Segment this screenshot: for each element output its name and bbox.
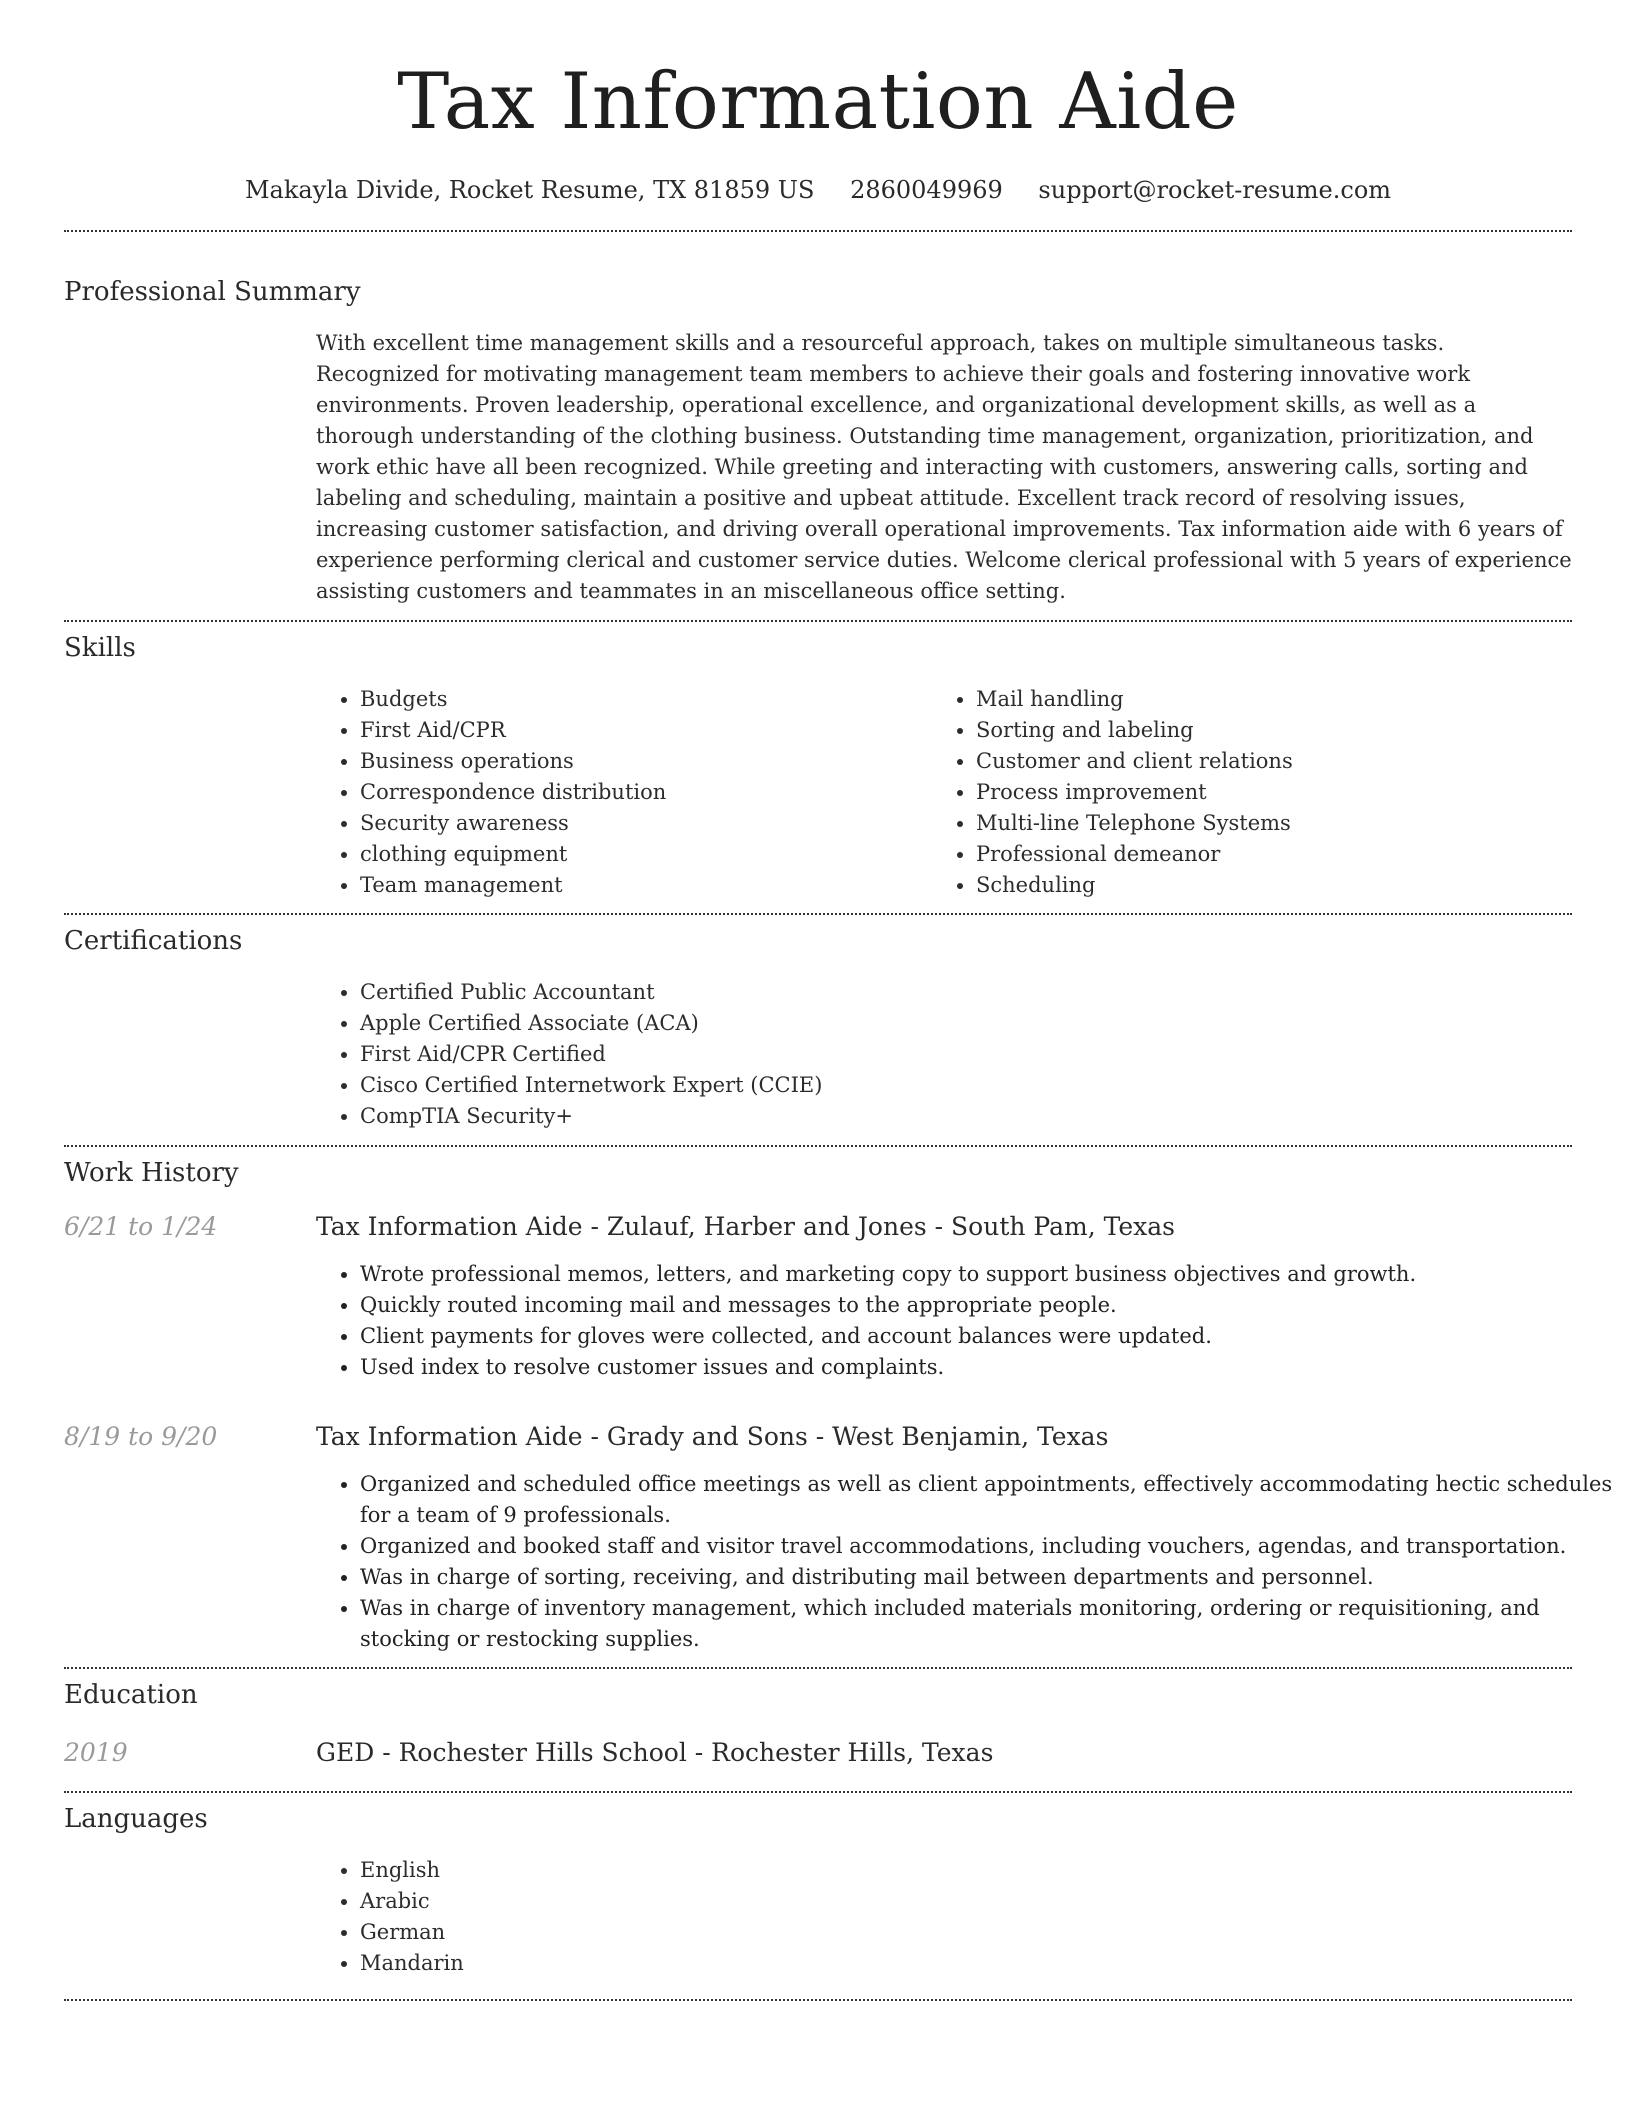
job-bullet: • Client payments for gloves were collected, and account balances were updated. xyxy=(360,1321,1616,1352)
certification-item: • First Aid/CPR Certified xyxy=(360,1039,1572,1070)
job-header xyxy=(64,1211,1572,1243)
job-bullet: • Organized and scheduled office meetings as well as client appointments, effectively accommodating hectic schedules for a team of 9 professionals. xyxy=(360,1469,1616,1531)
skills-column-right xyxy=(932,684,1548,901)
section-divider xyxy=(64,913,1572,915)
certifications-heading: Certifications xyxy=(64,926,243,956)
skill-item: • Team management xyxy=(360,870,932,901)
skill-item: • Sorting and labeling xyxy=(976,715,1548,746)
contact-line xyxy=(64,172,1572,208)
skill-item: • Professional demeanor xyxy=(976,839,1548,870)
language-item: • Mandarin xyxy=(360,1948,1572,1979)
section-divider xyxy=(64,1791,1572,1793)
job-bullet: • Was in charge of sorting, receiving, and distributing mail between departments and personnel. xyxy=(360,1562,1616,1593)
section-divider xyxy=(64,1999,1572,2001)
skill-item: • Scheduling xyxy=(976,870,1548,901)
languages-heading: Languages xyxy=(64,1804,208,1834)
certification-item: • CompTIA Security+ xyxy=(360,1101,1572,1132)
skills-heading: Skills xyxy=(64,633,136,663)
skills-column-left xyxy=(316,684,932,901)
section-divider xyxy=(64,1145,1572,1147)
resume-page xyxy=(64,0,1613,2001)
contact-address: Makayla Divide, Rocket Resume, TX 81859 US xyxy=(244,176,815,204)
skill-item: • Correspondence distribution xyxy=(360,777,932,808)
job-bullet: • Quickly routed incoming mail and messages to the appropriate people. xyxy=(360,1290,1616,1321)
education-year: 2019 xyxy=(64,1738,128,1767)
skill-item: • Customer and client relations xyxy=(976,746,1548,777)
skill-item: • Mail handling xyxy=(976,684,1548,715)
job-bullets xyxy=(316,1469,1616,1655)
education-entry xyxy=(64,1737,1572,1769)
education-heading: Education xyxy=(64,1680,198,1710)
job-bullet: • Was in charge of inventory management, which included materials monitoring, ordering or requisitioning, and stocking or restocking supplies. xyxy=(360,1593,1616,1655)
section-divider xyxy=(64,230,1572,232)
education-degree: GED - Rochester Hills School - Rochester Hills, Texas xyxy=(316,1738,994,1767)
language-item: • German xyxy=(360,1917,1572,1948)
skill-item: • Business operations xyxy=(360,746,932,777)
skill-item: • Multi-line Telephone Systems xyxy=(976,808,1548,839)
language-item: • English xyxy=(360,1855,1572,1886)
skill-item: • First Aid/CPR xyxy=(360,715,932,746)
skill-item: • Budgets xyxy=(360,684,932,715)
section-divider xyxy=(64,1667,1572,1669)
languages-list xyxy=(316,1855,1572,1979)
certification-item: • Certified Public Accountant xyxy=(360,977,1572,1008)
skill-item: • Process improvement xyxy=(976,777,1548,808)
job-header xyxy=(64,1421,1572,1453)
job-bullets xyxy=(316,1259,1616,1383)
job-bullet: • Wrote professional memos, letters, and marketing copy to support business objectives and growth. xyxy=(360,1259,1616,1290)
resume-name: Tax Information Aide xyxy=(397,57,1239,147)
skill-item: • clothing equipment xyxy=(360,839,932,870)
contact-email: support@rocket-resume.com xyxy=(1038,176,1392,204)
section-divider xyxy=(64,620,1572,622)
job-title: Tax Information Aide - Grady and Sons - West Benjamin, Texas xyxy=(316,1422,1109,1451)
job-dates: 8/19 to 9/20 xyxy=(64,1422,218,1451)
summary-text: With excellent time management skills and a resourceful approach, takes on multiple simultaneous tasks. Recognized for motivating management team members to achieve their goals and fostering innovative work environments. Proven leadership, operational excellence, and organizational development skills, as well as a thorough understanding of the clothing business. Outstanding time management, organization, prioritization, and work ethic have all been recognized. While greeting and interacting with customers, answering calls, sorting and labeling and scheduling, maintain a positive and upbeat attitude. Excellent track record of resolving issues, increasing customer satisfaction, and driving overall operational improvements. Tax information aide with 6 years of experience performing clerical and customer service duties. Welcome clerical professional with 5 years of experience assisting customers and teammates in an miscellaneous office setting. xyxy=(316,331,1572,603)
job-title: Tax Information Aide - Zulauf, Harber and Jones - South Pam, Texas xyxy=(316,1212,1175,1241)
certification-item: • Cisco Certified Internetwork Expert (CCIE) xyxy=(360,1070,1572,1101)
job-dates: 6/21 to 1/24 xyxy=(64,1212,218,1241)
job-bullet: • Organized and booked staff and visitor travel accommodations, including vouchers, agendas, and transportation. xyxy=(360,1531,1616,1562)
certification-item: • Apple Certified Associate (ACA) xyxy=(360,1008,1572,1039)
work-history-heading: Work History xyxy=(64,1158,239,1188)
skills-list xyxy=(316,684,1572,901)
language-item: • Arabic xyxy=(360,1886,1572,1917)
summary-heading: Professional Summary xyxy=(64,277,361,307)
certifications-list xyxy=(316,977,1572,1132)
skill-item: • Security awareness xyxy=(360,808,932,839)
job-bullet: • Used index to resolve customer issues and complaints. xyxy=(360,1352,1616,1383)
contact-phone: 2860049969 xyxy=(850,176,1003,204)
